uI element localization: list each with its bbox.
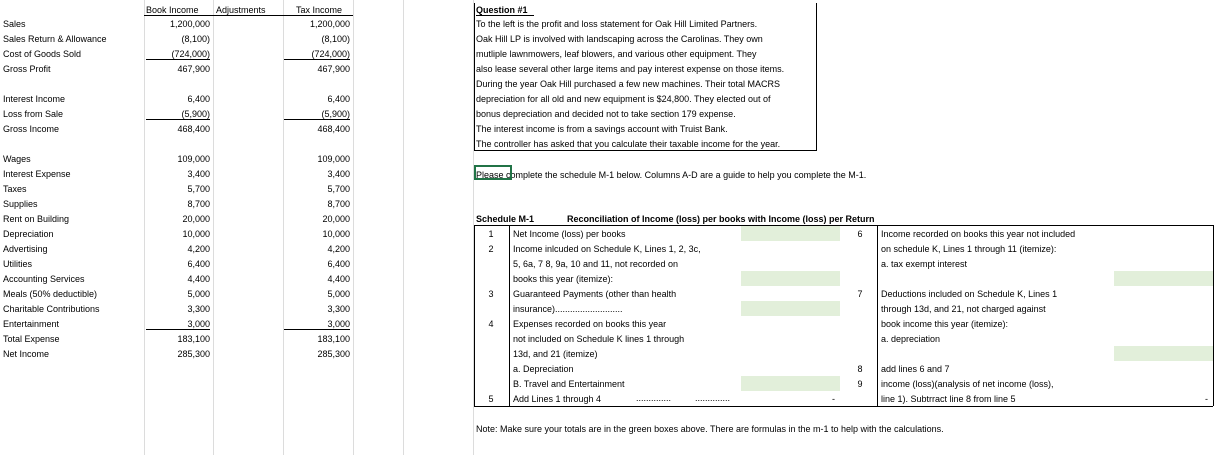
m1-num: 8	[857, 364, 863, 374]
m1-line9-label: income (loss)(analysis of net income (loss),	[881, 379, 1054, 389]
pl-row-label: Depreciation	[3, 229, 54, 239]
question-title: Question #1	[476, 5, 528, 15]
m1-line3-box[interactable]	[741, 301, 840, 316]
pl-book-value: 6,400	[187, 259, 210, 269]
instruction-text: Please complete the schedule M-1 below. Columns A-D are a guide to help you complete the M-1.	[476, 170, 867, 180]
pl-tax-value: 8,700	[327, 199, 350, 209]
m1-note: Note: Make sure your totals are in the green boxes above. There are formulas in the m-1 to help with the calculations.	[476, 424, 944, 434]
m1-line2-label: Income inlcuded on Schedule K, Lines 1, 2, 3c,	[513, 244, 701, 254]
m1-num: 1	[488, 229, 494, 239]
m1-line5-value[interactable]: -	[832, 394, 835, 404]
m1-line8-label: add lines 6 and 7	[881, 364, 950, 374]
pl-tax-value: 468,400	[317, 124, 350, 134]
m1-line9-value[interactable]: -	[1205, 394, 1208, 404]
m1-dots: ..............	[695, 393, 731, 403]
pl-book-value: 6,400	[187, 94, 210, 104]
pl-tax-value: 3,300	[327, 304, 350, 314]
pl-tax-value: 5,000	[327, 289, 350, 299]
m1-line7a-box[interactable]	[1114, 346, 1213, 361]
pl-row-label: Gross Income	[3, 124, 60, 134]
m1-num-divider	[509, 225, 510, 406]
m1-right-num-divider	[877, 225, 878, 406]
pl-row-label: Meals (50% deductible)	[3, 289, 98, 299]
m1-right-border	[1213, 225, 1214, 406]
pl-book-value: 8,700	[187, 199, 210, 209]
pl-row-label: Rent on Building	[3, 214, 70, 224]
pl-tax-value: 109,000	[317, 154, 350, 164]
m1-num: 2	[488, 244, 494, 254]
pl-row-label: Cost of Goods Sold	[3, 49, 82, 59]
pl-row-label: Interest Income	[3, 94, 66, 104]
pl-book-value: 285,300	[177, 349, 210, 359]
question-right-border	[816, 3, 817, 151]
m1-line9-label: line 1). Subtrract line 8 from line 5	[881, 394, 1016, 404]
question-title-underline	[476, 15, 534, 16]
m1-line4-label: not included on Schedule K lines 1 through	[513, 334, 685, 344]
m1-line1-label: Net Income (loss) per books	[513, 229, 626, 239]
pl-row-label: Supplies	[3, 199, 38, 209]
pl-book-value: 468,400	[177, 124, 210, 134]
m1-line3-label: insurance)...........................	[513, 304, 623, 314]
pl-book-value: 183,100	[177, 334, 210, 344]
question-line: mutliple lawnmowers, leaf blowers, and various other equipment. They	[476, 49, 757, 59]
m1-top-border	[474, 225, 1213, 226]
m1-line5-label: Add Lines 1 through 4	[513, 394, 602, 404]
pl-tax-value: (8,100)	[321, 34, 350, 44]
m1-dots: ..............	[636, 393, 672, 403]
m1-line7-label: book income this year (itemize):	[881, 319, 1009, 329]
pl-row-label: Wages	[3, 154, 31, 164]
pl-tax-value: 3,400	[327, 169, 350, 179]
m1-num: 6	[857, 229, 863, 239]
m1-left-border	[474, 225, 475, 406]
pl-row-label: Charitable Contributions	[3, 304, 100, 314]
m1-line2-label: 5, 6a, 7 8, 9a, 10 and 11, not recorded on	[513, 259, 678, 269]
pl-book-value: 20,000	[182, 214, 210, 224]
pl-tax-value: (724,000)	[284, 49, 350, 60]
m1-line6a-box[interactable]	[1114, 271, 1213, 286]
pl-tax-value: 467,900	[317, 64, 350, 74]
pl-book-value: 467,900	[177, 64, 210, 74]
pl-tax-value: 183,100	[317, 334, 350, 344]
pl-tax-value: (5,900)	[284, 109, 350, 120]
pl-book-value: (8,100)	[181, 34, 210, 44]
pl-book-value: (5,900)	[146, 109, 210, 120]
pl-book-value: 3,300	[187, 304, 210, 314]
pl-tax-value: 285,300	[317, 349, 350, 359]
pl-row-label: Loss from Sale	[3, 109, 64, 119]
pl-row-label: Entertainment	[3, 319, 60, 329]
pl-row-label: Advertising	[3, 244, 48, 254]
question-line: To the left is the profit and loss statement for Oak Hill Limited Partners.	[476, 19, 758, 29]
pl-tax-value: 10,000	[322, 229, 350, 239]
m1-line2-label: books this year (itemize):	[513, 274, 614, 284]
pl-book-value: 4,400	[187, 274, 210, 284]
question-line: bonus depreciation and decided not to take section 179 expense.	[476, 109, 736, 119]
m1-line6a-label: a. tax exempt interest	[881, 259, 968, 269]
m1-line4-label: 13d, and 21 (itemize)	[513, 349, 598, 359]
question-left-border	[474, 3, 475, 151]
pl-row-label: Gross Profit	[3, 64, 51, 74]
pl-row-label: Taxes	[3, 184, 27, 194]
m1-line7-label: Deductions included on Schedule K, Lines 1	[881, 289, 1058, 299]
question-bottom-border	[474, 150, 816, 151]
pl-row-label: Interest Expense	[3, 169, 71, 179]
pl-row-label: Accounting Services	[3, 274, 85, 284]
pl-book-value: 10,000	[182, 229, 210, 239]
m1-line6-label: on schedule K, Lines 1 through 11 (itemize):	[881, 244, 1057, 254]
pl-tax-value: 20,000	[322, 214, 350, 224]
m1-line7-label: through 13d, and 21, not charged against	[881, 304, 1046, 314]
pl-tax-value: 6,400	[327, 94, 350, 104]
pl-row-label: Total Expense	[3, 334, 60, 344]
pl-book-value: 5,000	[187, 289, 210, 299]
m1-line1-box[interactable]	[741, 226, 840, 241]
question-line: Oak Hill LP is involved with landscaping across the Carolinas. They own	[476, 34, 763, 44]
question-line: depreciation for all old and new equipment is $24,800. They elected out of	[476, 94, 771, 104]
pl-row-label: Utilities	[3, 259, 33, 269]
m1-num: 7	[857, 289, 863, 299]
m1-line2-box[interactable]	[741, 271, 840, 286]
m1-line4a-label: a. Depreciation	[513, 364, 574, 374]
pl-row-label: Sales	[3, 19, 26, 29]
header-adjustments: Adjustments	[216, 5, 266, 15]
header-tax-income: Tax Income	[296, 5, 343, 15]
pl-tax-value: 6,400	[327, 259, 350, 269]
question-line: During the year Oak Hill purchased a few new machines. Their total MACRS	[476, 79, 780, 89]
m1-title: Reconciliation of Income (loss) per books with Income (loss) per Return	[567, 214, 875, 224]
m1-line4b-label: B. Travel and Entertainment	[513, 379, 625, 389]
m1-bottom-border	[474, 406, 1213, 407]
pl-row-label: Sales Return & Allowance	[3, 34, 107, 44]
m1-num: 3	[488, 289, 494, 299]
pl-book-value: 1,200,000	[169, 19, 210, 29]
pl-book-value: (724,000)	[146, 49, 210, 60]
question-line: also lease several other large items and pay interest expense on those items.	[476, 64, 785, 74]
m1-schedule-label: Schedule M-1	[476, 214, 535, 224]
pl-tax-value: 3,000	[284, 319, 350, 330]
selected-cell[interactable]	[474, 165, 512, 180]
m1-num: 5	[488, 394, 494, 404]
pl-tax-value: 1,200,000	[309, 19, 350, 29]
question-line: The controller has asked that you calculate their taxable income for the year.	[476, 139, 781, 149]
pl-book-value: 4,200	[187, 244, 210, 254]
pl-row-label: Net Income	[3, 349, 50, 359]
pl-book-value: 3,000	[146, 319, 210, 330]
m1-num: 4	[488, 319, 494, 329]
m1-num: 9	[857, 379, 863, 389]
m1-line7a-label: a. depreciation	[881, 334, 941, 344]
pl-tax-value: 4,400	[327, 274, 350, 284]
pl-tax-value: 4,200	[327, 244, 350, 254]
pl-tax-value: 5,700	[327, 184, 350, 194]
header-book-income: Book Income	[146, 5, 199, 15]
question-line: The interest income is from a savings account with Truist Bank.	[476, 124, 728, 134]
m1-line6-label: Income recorded on books this year not included	[881, 229, 1076, 239]
pl-book-value: 109,000	[177, 154, 210, 164]
pl-book-value: 3,400	[187, 169, 210, 179]
header-divider	[144, 15, 353, 16]
pl-book-value: 5,700	[187, 184, 210, 194]
m1-line4b-box[interactable]	[741, 376, 840, 391]
m1-line4-label: Expenses recorded on books this year	[513, 319, 667, 329]
m1-line3-label: Guaranteed Payments (other than health	[513, 289, 677, 299]
